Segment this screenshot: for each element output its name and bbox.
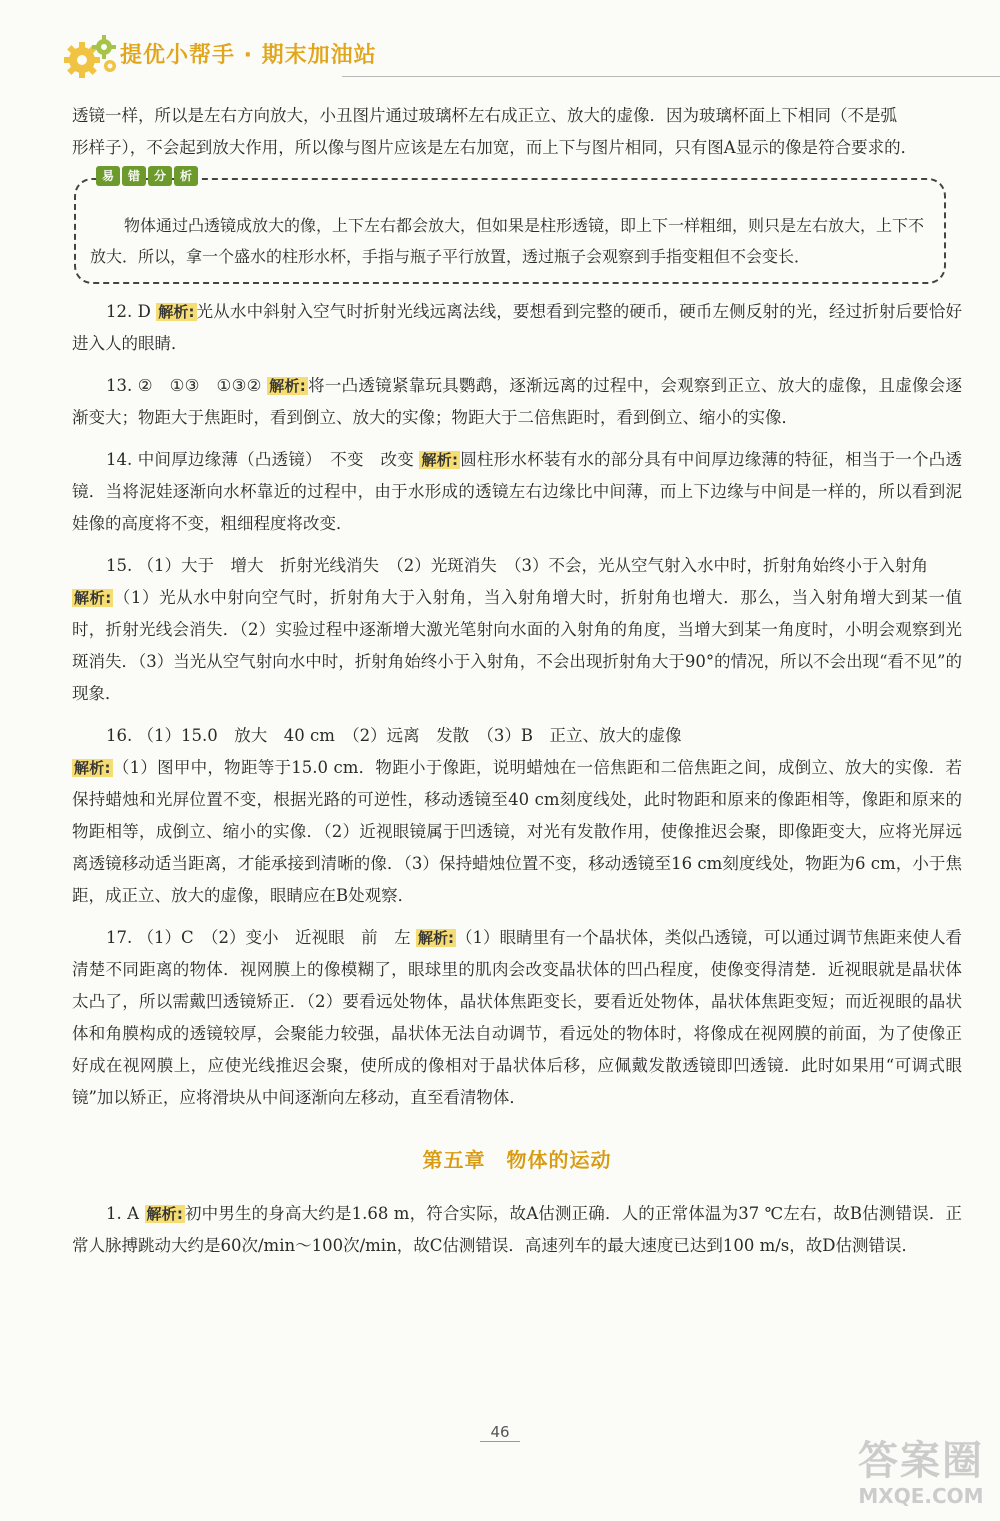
- analysis-text: 将一凸透镜紧靠玩具鹦鹉，逐渐远离的过程中，会观察到正立、放大的虚像，且虚像会逐渐变大；物距大于焦距时，看到倒立、放大的实像；物距大于二倍焦距时，看到倒立、缩小的实像．: [72, 376, 963, 427]
- answer-item: [72, 370, 962, 434]
- answer-text: 1. A: [106, 1204, 140, 1223]
- analysis-text: （1）眼睛里有一个晶状体，类似凸透镜，可以通过调节焦距来使人看清楚不同距离的物体．视网膜上的像模糊了，眼球里的肌肉会改变晶状体的凹凸程度，使像变得清楚．近视眼就是晶状体太凸了，所以需戴凹透镜矫正．（2）要看远处物体，晶状体焦距变长，要看近处物体，晶状体焦距变短；而近视眼的晶状体和角膜构成的透镜较厚，会聚能力较强，晶状体无法自动调节，看远处的物体时，将像成在视网膜的前面，为了使像正好成在视网膜上，应使光线推迟会聚，使所成的像相对于晶状体后移，应佩戴发散透镜即凹透镜．此时如果用“可调式眼镜”加以矫正，应将滑块从中间逐渐向左移动，直至看清物体．: [72, 928, 963, 1107]
- analysis-text: 初中男生的身高大约是1.68 m，符合实际，故A估测正确．人的正常体温为37 ℃左右，故B估测错误．正常人脉搏跳动大约是60次/min～100次/min，故C估测错误．高速列车的最大速度已达到100 m/s，故D估测错误．: [72, 1204, 963, 1255]
- error-analysis-text: 物体通过凸透镜成放大的像，上下左右都会放大，但如果是柱形透镜，即上下一样粗细，则只是左右放大，上下不放大．所以，拿一个盛水的柱形水杯，手指与瓶子平行放置，透过瓶子会观察到手指变粗但不会变长．: [90, 216, 925, 266]
- label-char: 错: [122, 166, 146, 186]
- analysis-text: 光从水中斜射入空气时折射光线远离法线，要想看到完整的硬币，硬币左侧反射的光，经过折射后要恰好进入人的眼睛．: [72, 302, 962, 353]
- page-content: [72, 100, 962, 1272]
- answer-item: [72, 550, 962, 710]
- chapter-title: 第五章 物体的运动: [422, 1148, 612, 1172]
- label-char: 易: [96, 166, 120, 186]
- error-analysis-box: [74, 169, 946, 284]
- analysis-text: （1）光从水中射向空气时，折射角大于入射角，当入射角增大时，折射角也增大．那么，当入射角增大到某一值时，折射光线会消失．（2）实验过程中逐渐增大激光笔射向水面的入射角的角度，当增大到某一角度时，小明会观察到光斑消失．（3）当光从空气射向水中时，折射角始终小于入射角，不会出现折射角大于90°的情况，所以不会出现“看不见”的现象．: [72, 588, 963, 703]
- analysis-tag: 解析:: [146, 1205, 183, 1223]
- answer-text: 17. （1）C （2）变小 近视眼 前 左: [106, 928, 411, 947]
- answer-item: [72, 296, 962, 360]
- header-divider: [342, 76, 1000, 77]
- header-title: 提优小帮手 · 期末加油站: [120, 43, 377, 68]
- analysis-text: （1）图甲中，物距等于15.0 cm．物距小于像距，说明蜡烛在一倍焦距和二倍焦距之间，成倒立、放大的实像．若保持蜡烛和光屏位置不变，根据光路的可逆性，移动透镜至40 cm刻度线处，此时物距和原来的像距相等，像距和原来的物距相等，成倒立、缩小的实像．（2）近视眼镜属于凹透镜，对光有发散作用，使像推迟会聚，即像距变大，应将光屏远离透镜移动适当距离，才能承接到清晰的像．（3）保持蜡烛位置不变，移动透镜至16 cm刻度线处，物距为6 cm，小于焦距，成正立、放大的虚像，眼睛应在B处观察．: [72, 758, 963, 905]
- analysis-tag: 解析:: [158, 303, 195, 321]
- error-analysis-label: [96, 166, 198, 186]
- analysis-text: 圆柱形水杯装有水的部分具有中间厚边缘薄的特征，相当于一个凸透镜．当将泥娃逐渐向水杯靠近的过程中，由于水形成的透镜左右边缘比中间薄，而上下边缘与中间是一样的，所以看到泥娃像的高度将不变，粗细程度将改变．: [72, 450, 963, 533]
- analysis-tag: 解析:: [421, 451, 458, 469]
- watermark-url: MXQE.COM: [858, 1484, 984, 1508]
- answer-item: [72, 720, 962, 912]
- answer-item: [72, 922, 962, 1114]
- analysis-tag: 解析:: [74, 589, 112, 607]
- answer-text: 13. ② ①③ ①③②: [106, 376, 262, 395]
- answer-text: 12. D: [106, 302, 151, 321]
- label-char: 分: [148, 166, 172, 186]
- analysis-tag: 解析:: [74, 759, 111, 777]
- answer-item: [72, 444, 962, 540]
- answer-item: [72, 1198, 962, 1262]
- watermark-logo-text: 答案圈: [858, 1438, 984, 1484]
- answer-text: 14. 中间厚边缘薄（凸透镜） 不变 改变: [106, 450, 414, 469]
- gears-icon: [62, 34, 122, 78]
- analysis-tag: 解析:: [417, 929, 454, 947]
- page-number: 46: [480, 1423, 520, 1442]
- watermark: [846, 1438, 996, 1508]
- page-header: [62, 32, 952, 80]
- analysis-tag: 解析:: [269, 377, 306, 395]
- intro-line-1: 透镜一样，所以是左右方向放大，小丑图片通过玻璃杯左右成正立、放大的虚像．因为玻璃杯面上下相同（不是弧: [72, 106, 897, 125]
- answer-text: 16. （1）15.0 放大 40 cm （2）远离 发散 （3）B 正立、放大的虚像: [106, 726, 682, 745]
- label-char: 析: [174, 166, 198, 186]
- intro-line-2: 形样子），不会起到放大作用，所以像与图片应该是左右加宽，而上下与图片相同，只有图A显示的像是符合要求的．: [72, 138, 918, 157]
- answer-text: 15. （1）大于 增大 折射光线消失 （2）光斑消失 （3）不会，光从空气射入水中时，折射角始终小于入射角: [106, 556, 928, 575]
